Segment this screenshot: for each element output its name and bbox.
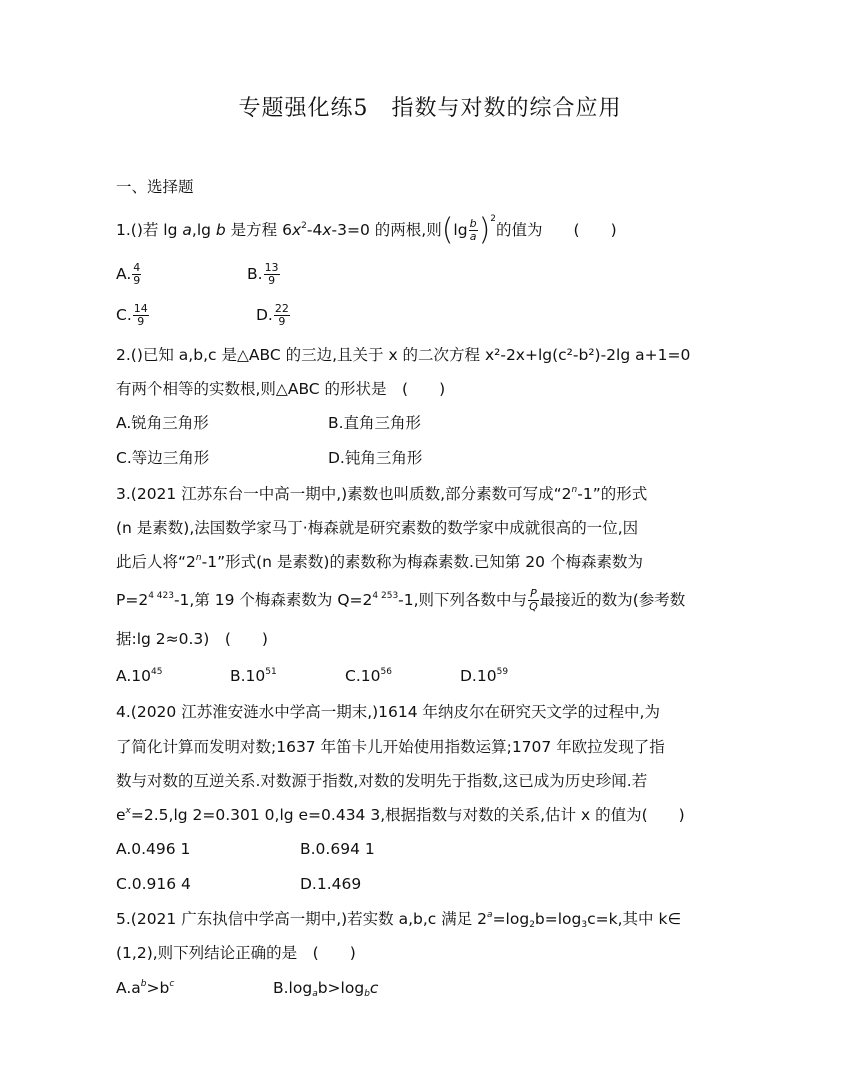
page-title: 专题强化练5 指数与对数的综合应用	[238, 96, 622, 121]
question-3-line-4: $P=2^{4 423}-1$,第 19 个梅森素数为 $Q=2^{4 253}-1$,则下列各数中与 $\frac{P}{Q}$ 最接近的数为(参考数	[116, 587, 686, 613]
question-5-line-1: 5.(2021 广东执信中学高一期中,)若实数 a,b,c 满足 $2^a=\log_2b=\log_3c=k$,其中 k∈	[116, 910, 681, 930]
q4-option-b: B.0.694 1	[300, 840, 375, 858]
q2-option-d: D.钝角三角形	[328, 449, 423, 467]
question-5-line-2: (1,2),则下列结论正确的是 ( )	[116, 944, 356, 962]
question-1: 1.()若 lg a,lg b 是方程 $6x^2-4x-3=0$ 的两根,则(lg $\frac{b}{a}$ )$^2$的值为 ( )	[116, 212, 617, 248]
q4-option-a: A.0.496 1	[116, 840, 191, 858]
q2-option-b: B.直角三角形	[328, 414, 422, 432]
question-3-line-1: 3.(2021 江苏东台一中高一期中,)素数也叫质数,部分素数可写成“2$^n$-1”的形式	[116, 485, 648, 503]
question-2-line-1: 2.()已知 a,b,c 是△ABC 的三边,且关于 x 的二次方程 x²-2x+lg(c²-b²)-2lg a+1=0	[116, 346, 691, 364]
q1-option-c: C. $\frac{14}{9}$	[116, 302, 148, 328]
q3-option-b: $B.10^{51}$	[230, 667, 277, 685]
q5-option-b: $B.\log_ab>\log_bc$	[273, 979, 379, 999]
question-4-line-2: 了简化计算而发明对数;1637 年笛卡儿开始使用指数运算;1707 年欧拉发现了指	[116, 738, 665, 756]
q4-option-c: C.0.916 4	[116, 875, 191, 893]
section-heading: 一、选择题	[116, 178, 194, 196]
q2-option-c: C.等边三角形	[116, 449, 210, 467]
q1-option-b: B. $\frac{13}{9}$	[247, 261, 279, 287]
question-2-line-2: 有两个相等的实数根,则△ABC 的形状是 ( )	[116, 380, 446, 398]
question-4-line-1: 4.(2020 江苏淮安涟水中学高一期末,)1614 年纳皮尔在研究天文学的过程中,为	[116, 703, 660, 721]
q3-option-a: $A.10^{45}$	[116, 667, 163, 685]
question-3-line-2: (n 是素数),法国数学家马丁·梅森就是研究素数的数学家中成就很高的一位,因	[116, 519, 639, 537]
question-4-line-3: 数与对数的互逆关系.对数源于指数,对数的发明先于指数,这已成为历史珍闻.若	[116, 772, 648, 790]
q4-option-d: D.1.469	[300, 875, 362, 893]
question-3-line-3: 此后人将“2$^n$-1”形式(n 是素数)的素数称为梅森素数.已知第 20 个梅森素数为	[116, 553, 643, 571]
q5-option-a: $A.a^b>b^c$	[116, 979, 175, 997]
question-4-line-4: $e^x=2.5,\lg$ 2=0.301 0,lg e=0.434 3,根据指数与对数的关系,估计 x 的值为( )	[116, 806, 685, 824]
question-3-line-5: 据:lg 2≈0.3) ( )	[116, 630, 268, 648]
q3-option-d: $D.10^{59}$	[460, 667, 509, 685]
q3-option-c: $C.10^{56}$	[345, 667, 392, 685]
q1-option-a: A. $\frac{4}{9}$	[116, 261, 141, 287]
q2-option-a: A.锐角三角形	[116, 414, 209, 432]
q1-option-d: D. $\frac{22}{9}$	[256, 302, 289, 328]
